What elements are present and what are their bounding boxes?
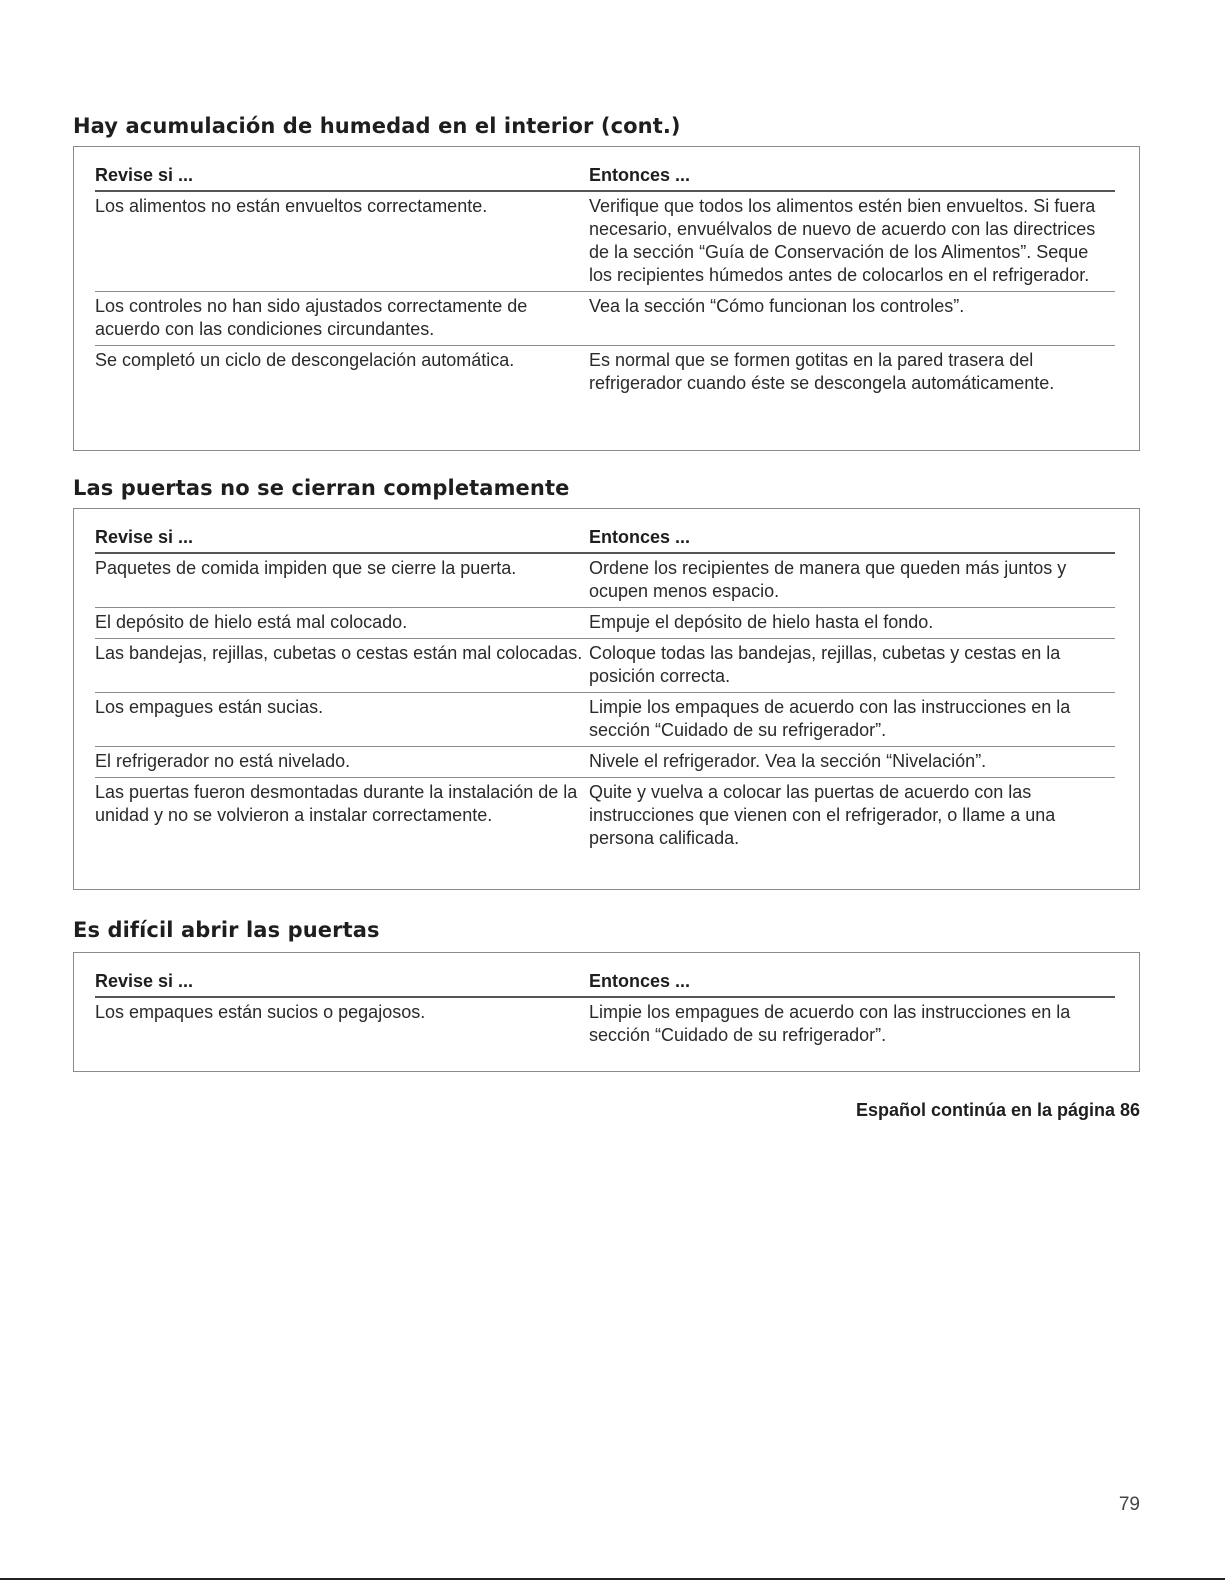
row-solution-text: Ordene los recipientes de manera que queden más juntos y ocupen menos espacio. <box>589 558 1067 601</box>
row-solution-text: Verifique que todos los alimentos estén bien envueltos. Si fuera necesario, envuélvalos de nuevo de acuerdo con las directrices de la sección “Guía de Conservación de los Alimentos”. Seque los recipientes húmedos antes de colocarlos en el refrigerador. <box>589 196 1096 285</box>
table-row <box>95 292 1115 346</box>
row-check-text: Paquetes de comida impiden que se cierre la puerta. <box>95 558 517 578</box>
page-number: 79 <box>1118 1494 1140 1515</box>
table-row <box>95 778 1115 854</box>
table-row <box>95 747 1115 778</box>
column-header-check: Revise si ... <box>95 165 194 185</box>
column-header-check: Revise si ... <box>95 527 194 547</box>
column-header-check: Revise si ... <box>95 971 194 991</box>
row-solution-text: Limpie los empaques de acuerdo con las instrucciones en la sección “Cuidado de su refrigerador”. <box>589 697 1071 740</box>
row-check-text: Los alimentos no están envueltos correctamente. <box>95 196 488 216</box>
row-check-text: El depósito de hielo está mal colocado. <box>95 612 408 632</box>
table-row <box>95 192 1115 292</box>
row-check-text: Las bandejas, rejillas, cubetas o cestas están mal colocadas. <box>95 643 583 663</box>
row-solution-text: Limpie los empagues de acuerdo con las instrucciones en la sección “Cuidado de su refrigerador”. <box>589 1002 1071 1045</box>
troubleshooting-table-doors-hard-to-open <box>73 952 1140 1072</box>
table-header-row <box>95 155 1115 192</box>
row-solution-text: Empuje el depósito de hielo hasta el fondo. <box>589 612 934 632</box>
column-header-then: Entonces ... <box>589 971 691 991</box>
row-solution-text: Quite y vuelva a colocar las puertas de acuerdo con las instrucciones que vienen con el refrigerador, o llame a una persona calificada. <box>589 782 1056 848</box>
row-solution-text: Es normal que se formen gotitas en la pared trasera del refrigerador cuando éste se descongela automáticamente. <box>589 350 1055 393</box>
continuation-note: Español continúa en la página 86 <box>855 1100 1140 1120</box>
row-solution-text: Vea la sección “Cómo funcionan los controles”. <box>589 296 965 316</box>
section-title-humidity: Hay acumulación de humedad en el interior (cont.) <box>73 114 681 138</box>
column-header-then: Entonces ... <box>589 527 691 547</box>
table-row <box>95 346 1115 399</box>
section-title-doors-not-closing: Las puertas no se cierran completamente <box>73 476 570 500</box>
table-header-row <box>95 517 1115 554</box>
row-check-text: Los empaques están sucios o pegajosos. <box>95 1002 426 1022</box>
troubleshooting-table-doors-not-closing <box>73 508 1140 890</box>
troubleshooting-table-humidity <box>73 146 1140 451</box>
table-header-row <box>95 961 1115 998</box>
table-row <box>95 639 1115 693</box>
table-row <box>95 998 1115 1051</box>
bottom-divider <box>0 1578 1225 1580</box>
row-check-text: El refrigerador no está nivelado. <box>95 751 351 771</box>
table-row <box>95 608 1115 639</box>
row-check-text: Las puertas fueron desmontadas durante la instalación de la unidad y no se volvieron a instalar correctamente. <box>95 782 578 825</box>
row-solution-text: Nivele el refrigerador. Vea la sección “Nivelación”. <box>589 751 987 771</box>
section-title-doors-hard-to-open: Es difícil abrir las puertas <box>73 918 380 942</box>
row-check-text: Los controles no han sido ajustados correctamente de acuerdo con las condiciones circundantes. <box>95 296 528 339</box>
column-header-then: Entonces ... <box>589 165 691 185</box>
row-check-text: Se completó un ciclo de descongelación automática. <box>95 350 515 370</box>
table-row <box>95 554 1115 608</box>
row-solution-text: Coloque todas las bandejas, rejillas, cubetas y cestas en la posición correcta. <box>589 643 1061 686</box>
row-check-text: Los empagues están sucias. <box>95 697 324 717</box>
table-row <box>95 693 1115 747</box>
